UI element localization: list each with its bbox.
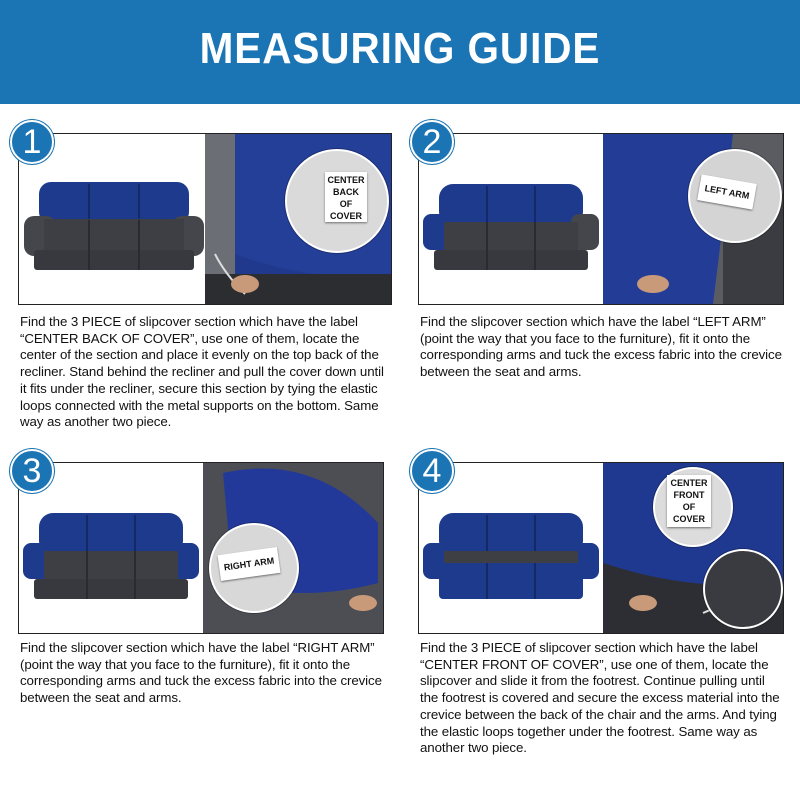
zoom-inset [703,549,783,629]
step-2-description: Find the slipcover section which have the label “LEFT ARM” (point the way that you face to the furniture), fit it onto the corresponding arms and tuck the excess fabric into the crevice between the seat and arms. [420,314,782,380]
step-3-photo [203,463,383,633]
step-2-photo [603,134,783,304]
card-line: CENTER [670,478,708,488]
sofa-illustration [419,503,603,613]
step-4-image-panel [418,462,784,634]
center-back-label-card [325,172,367,222]
card-line: OF [339,199,353,209]
header-banner [0,0,800,104]
card-line: LEFT ARM [703,183,751,201]
step-1-photo [205,134,391,304]
step-4-photo [603,463,783,633]
step-3-description: Find the slipcover section which have the label “RIGHT ARM” (point the way that you face to the furniture), fit it onto the corresponding arms and tuck the excess fabric into the crevice between the seat and arms. [20,640,382,706]
sofa-illustration [419,174,603,284]
step-number-badge: 3 [10,449,54,493]
card-line: COVER [672,514,705,524]
step-number-badge: 2 [410,120,454,164]
card-line: OF [682,502,696,512]
step-1-description: Find the 3 PIECE of slipcover section which have the label “CENTER BACK OF COVER”, use one of them, locate the center of the section and place it evenly on the top back of the recliner. Stand behind the recliner and pull the cover down until it fits under the recliner, secure this section by tying the elastic loops connected with the metal supports on the bottom. Same way as another two piece. [20,314,384,430]
step-2-image-panel [418,133,784,305]
card-line: FRONT [673,490,705,500]
page-title: MEASURING GUIDE [199,24,601,73]
sofa-illustration [19,503,203,613]
step-4-description: Find the 3 PIECE of slipcover section which have the label “CENTER FRONT OF COVER”, use one of them, locate the slipcover and slide it from the footrest. Continue pulling until the footrest is covered and secure the excess material into the crevice between the back of the chair and the arms. And tying the elastic loops together under the footrest. Same way as another two piece. [420,640,780,756]
step-3-image-panel [18,462,384,634]
card-line: CENTER [327,175,365,185]
step-number-badge: 4 [410,449,454,493]
step-1-image-panel [18,133,392,305]
card-line: COVER [329,211,362,221]
sofa-illustration [19,164,209,284]
step-number-badge: 1 [10,120,54,164]
card-line: RIGHT ARM [223,555,275,573]
card-line: BACK [333,187,359,197]
center-front-label-card [667,475,711,527]
